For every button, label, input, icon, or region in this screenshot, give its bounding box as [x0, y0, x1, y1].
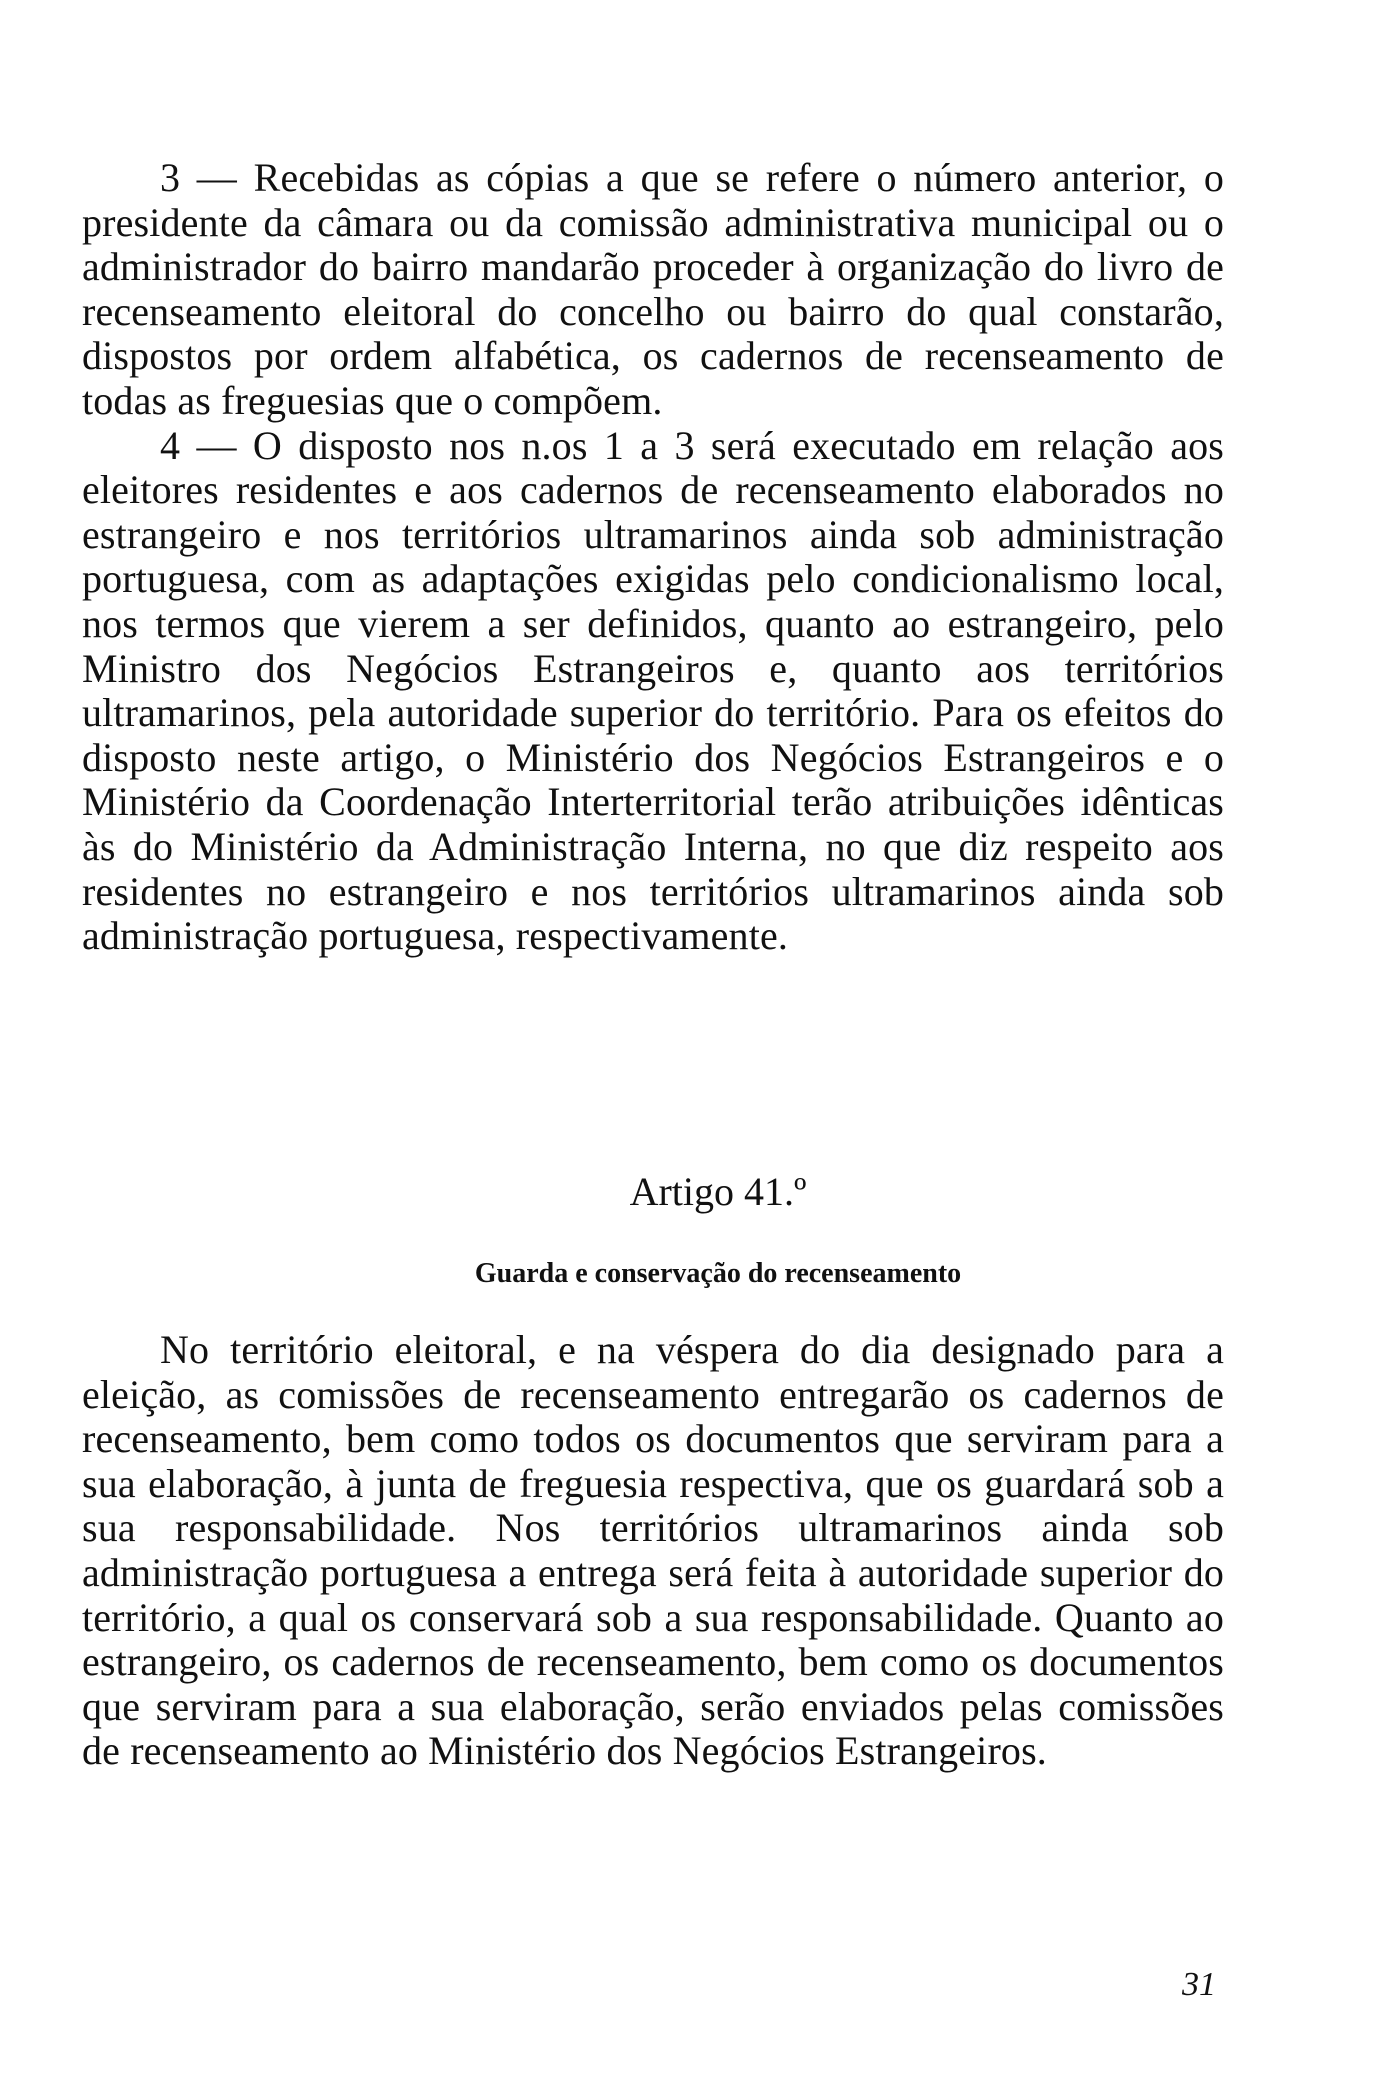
top-text-block: [82, 156, 1224, 959]
paragraph-3: 3 — Recebidas as cópias a que se refere o número anterior, o presidente da câmara ou da comissão administrativa municipal ou o administrador do bairro mandarão proceder à organização do livro de recenseamento eleitoral do concelho ou bairro do qual constarão, dispostos por ordem alfabética, os cadernos de recenseamento de todas as freguesias que o compõem.: [82, 155, 1224, 423]
article-title: Artigo 41.º: [629, 1169, 807, 1214]
article-body-block: [82, 1328, 1224, 1774]
paragraph-4: 4 — O disposto nos n.os 1 a 3 será executado em relação aos eleitores residentes e aos cadernos de recenseamento elaborados no estrangeiro e nos territórios ultramarinos ainda sob administração portuguesa, com as adaptações exigidas pelo condicionalismo local, nos termos que vierem a ser definidos, quanto ao estrangeiro, pelo Ministro dos Negócios Estrangeiros e, quanto aos territórios ultramarinos, pela autoridade superior do território. Para os efeitos do disposto neste artigo, o Ministério dos Negócios Estrangeiros e o Ministério da Coordenação Interterritorial terão atribuições idênticas às do Ministério da Administração Interna, no que diz respeito aos residentes no estrangeiro e nos territórios ultramarinos ainda sob administração portuguesa, respectivamente.: [82, 422, 1224, 959]
article-subtitle: Guarda e conservação do recenseamento: [474, 1258, 962, 1289]
page-number: 31: [1182, 1966, 1216, 2003]
article-body: No território eleitoral, e na véspera do dia designado para a eleição, as comissões de recenseamento entregarão os cadernos de recenseamento, bem como todos os documentos que serviram para a sua elaboração, à junta de freguesia respectiva, que os guardará sob a sua responsabilidade. Nos territórios ultramarinos ainda sob administração portuguesa a entrega será feita à autoridade superior do território, a qual os conservará sob a sua responsabilidade. Quanto ao estrangeiro, os cadernos de recenseamento, bem como os documentos que serviram para a sua elaboração, serão enviados pelas comissões de recenseamento ao Ministério dos Negócios Estrangeiros.: [82, 1327, 1224, 1774]
